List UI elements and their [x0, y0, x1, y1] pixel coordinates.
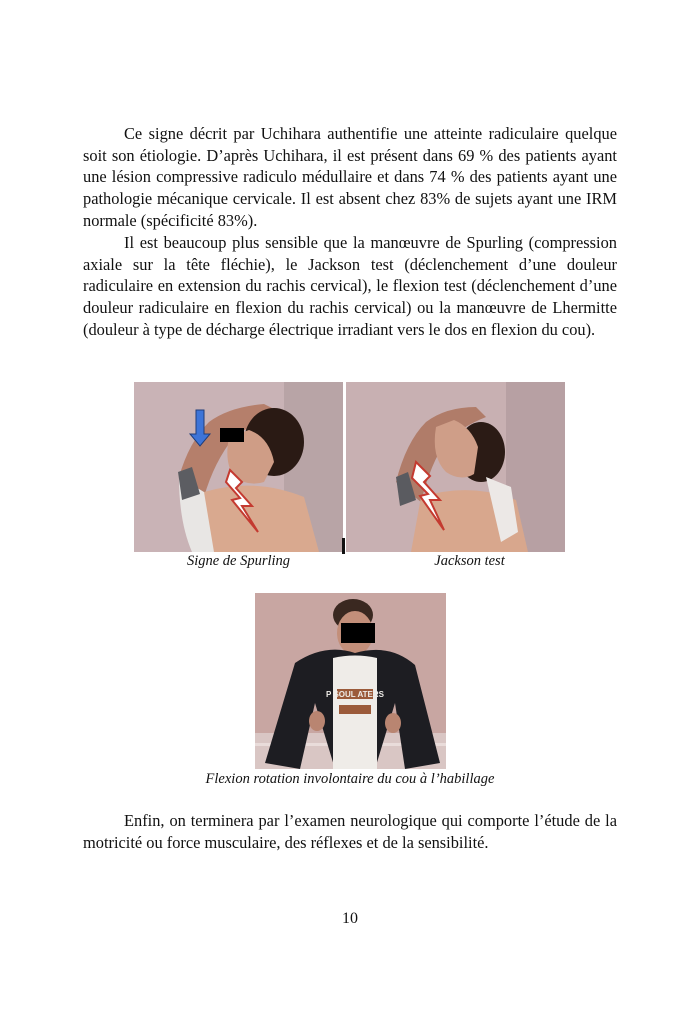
- jackson-photo: [346, 382, 565, 552]
- page-number: 10: [342, 910, 358, 927]
- figure-divider: [343, 382, 346, 557]
- shirt-print: P SOUL ATERS: [326, 690, 384, 699]
- figure-divider-mark: [342, 538, 345, 554]
- spurling-caption: Signe de Spurling: [186, 553, 291, 569]
- paragraph-1: Ce signe décrit par Uchihara authentifie une atteinte radiculaire quelque soit son étiologie. D’après Uchihara, il est présent dans 69 % des patients ayant une lésion compressive radiculo médullaire et dans 74 % des patients ayant une pathologie mécanique cervicale. Il est absent chez 83% de sujets ayant une IRM normale (spécificité 83%).: [83, 124, 617, 230]
- flexion-photo: [255, 593, 446, 769]
- flexion-caption: Flexion rotation involontaire du cou à l’habillage: [205, 771, 495, 787]
- paragraph-3: Enfin, on terminera par l’examen neurologique qui comporte l’étude de la motricité ou force musculaire, des réflexes et de la sensibilité.: [83, 811, 617, 852]
- paragraph-2: Il est beaucoup plus sensible que la manœuvre de Spurling (compression axiale sur la tête fléchie), le Jackson test (déclenchement d’une douleur radiculaire en extension du rachis cervical), le flexion test (déclenchement d’une douleur radiculaire en flexion du rachis cervical) ou la manœuvre de Lhermitte (douleur à type de décharge électrique irradiant vers le dos en flexion du cou).: [83, 233, 617, 339]
- jackson-caption: Jackson test: [434, 553, 505, 569]
- spurling-photo: [134, 382, 343, 552]
